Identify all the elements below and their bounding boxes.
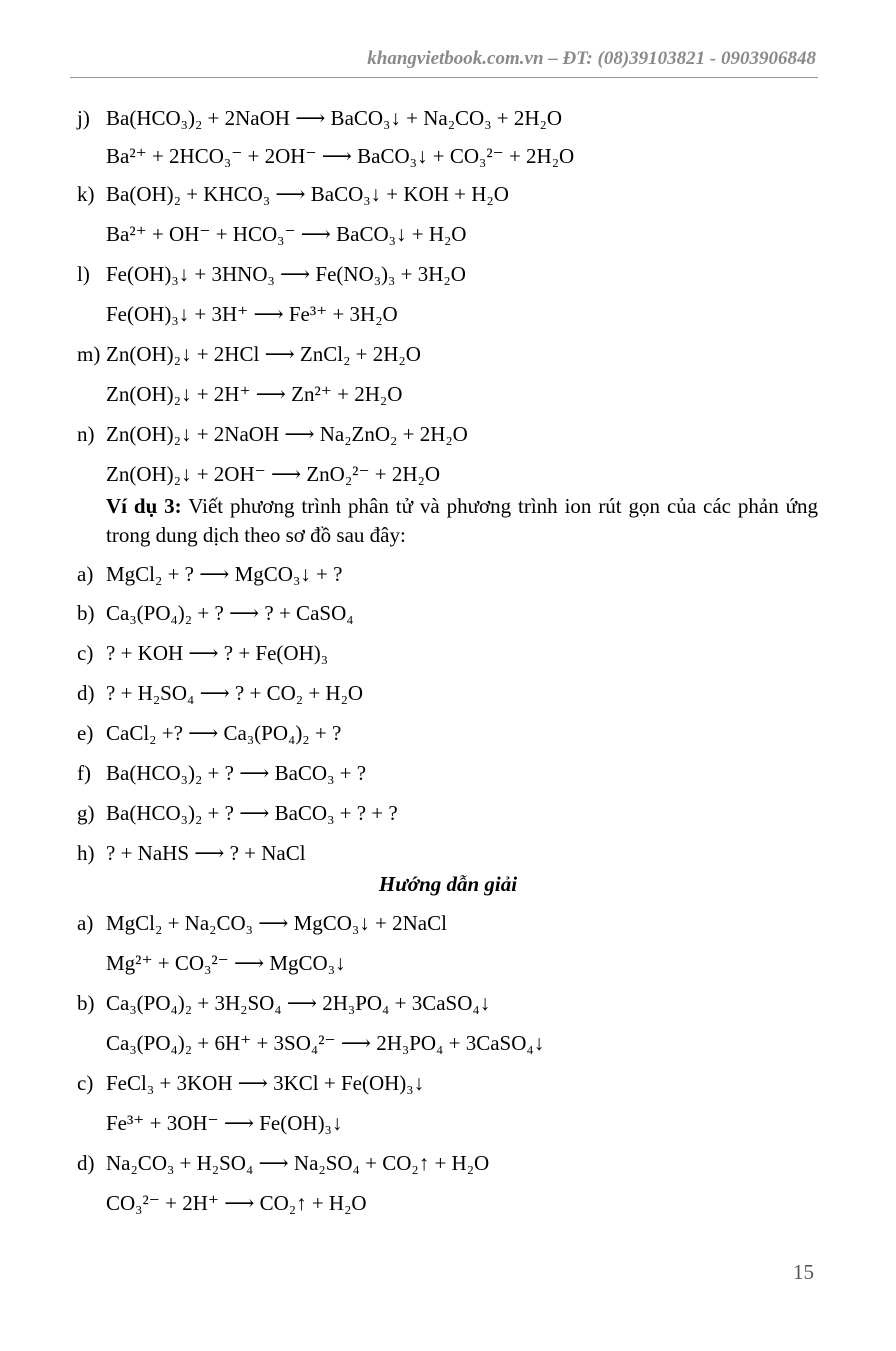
scheme-equation: MgCl₂ + ? ⟶ MgCO₃↓ + ? <box>106 562 343 586</box>
item-label: g) <box>77 801 95 825</box>
page-number: 15 <box>793 1260 814 1284</box>
molecular-equation: Ba(OH)₂ + KHCO₃ ⟶ BaCO₃↓ + KOH + H₂O <box>106 182 509 206</box>
ionic-equation: Mg²⁺ + CO₃²⁻ ⟶ MgCO₃↓ <box>106 951 346 975</box>
ionic-equation: Ca₃(PO₄)₂ + 6H⁺ + 3SO₄²⁻ ⟶ 2H₃PO₄ + 3CaSO₄↓ <box>106 1031 545 1055</box>
ionic-equation: Fe³⁺ + 3OH⁻ ⟶ Fe(OH)₃↓ <box>106 1111 343 1135</box>
molecular-equation: FeCl₃ + 3KOH ⟶ 3KCl + Fe(OH)₃↓ <box>106 1071 425 1095</box>
scheme-equation: Ca₃(PO₄)₂ + ? ⟶ ? + CaSO₄ <box>106 601 354 625</box>
item-label: m) <box>77 342 101 366</box>
example-text: Viết phương trình phân tử và phương trình ion rút gọn của các phản ứng trong dung dịch theo sơ đồ sau đây: <box>106 494 819 547</box>
ionic-equation: CO₃²⁻ + 2H⁺ ⟶ CO₂↑ + H₂O <box>106 1191 367 1215</box>
scheme-equation: Ba(HCO₃)₂ + ? ⟶ BaCO₃ + ? + ? <box>106 801 398 825</box>
item-label: b) <box>77 991 95 1015</box>
item-label: a) <box>77 562 94 586</box>
item-label: k) <box>77 182 95 206</box>
scheme-equation: ? + NaHS ⟶ ? + NaCl <box>106 841 306 865</box>
page-header: khangvietbook.com.vn – ĐT: (08)39103821 - 0903906848 <box>367 48 816 69</box>
molecular-equation: Zn(OH)₂↓ + 2NaOH ⟶ Na₂ZnO₂ + 2H₂O <box>106 422 468 446</box>
ionic-equation: Zn(OH)₂↓ + 2H⁺ ⟶ Zn²⁺ + 2H₂O <box>106 382 403 406</box>
item-label: n) <box>77 422 95 446</box>
item-label: e) <box>77 721 94 745</box>
scheme-equation: CaCl₂ +? ⟶ Ca₃(PO₄)₂ + ? <box>106 721 342 745</box>
scheme-equation: ? + H₂SO₄ ⟶ ? + CO₂ + H₂O <box>106 681 364 705</box>
item-label: d) <box>77 681 95 705</box>
item-label: d) <box>77 1151 95 1175</box>
ionic-equation: Ba²⁺ + OH⁻ + HCO₃⁻ ⟶ BaCO₃↓ + H₂O <box>106 222 467 246</box>
molecular-equation: Zn(OH)₂↓ + 2HCl ⟶ ZnCl₂ + 2H₂O <box>106 342 421 366</box>
item-label: a) <box>77 911 94 935</box>
item-label: c) <box>77 1071 94 1095</box>
item-label: h) <box>77 841 95 865</box>
molecular-equation: Ba(HCO₃)₂ + 2NaOH ⟶ BaCO₃↓ + Na₂CO₃ + 2H₂O <box>106 106 563 130</box>
item-label: j) <box>77 106 90 130</box>
item-label: f) <box>77 761 91 785</box>
header-divider <box>70 77 818 78</box>
molecular-equation: Na₂CO₃ + H₂SO₄ ⟶ Na₂SO₄ + CO₂↑ + H₂O <box>106 1151 490 1175</box>
item-label: b) <box>77 601 95 625</box>
molecular-equation: MgCl₂ + Na₂CO₃ ⟶ MgCO₃↓ + 2NaCl <box>106 911 447 935</box>
ionic-equation: Zn(OH)₂↓ + 2OH⁻ ⟶ ZnO₂²⁻ + 2H₂O <box>106 462 441 486</box>
ionic-equation: Ba²⁺ + 2HCO₃⁻ + 2OH⁻ ⟶ BaCO₃↓ + CO₃²⁻ + 2H₂O <box>106 144 575 168</box>
example-title: Ví dụ 3: <box>106 494 182 518</box>
molecular-equation: Fe(OH)₃↓ + 3HNO₃ ⟶ Fe(NO₃)₃ + 3H₂O <box>106 262 466 286</box>
example-paragraph <box>106 492 818 550</box>
item-label: l) <box>77 262 90 286</box>
scheme-equation: ? + KOH ⟶ ? + Fe(OH)₃ <box>106 641 329 665</box>
molecular-equation: Ca₃(PO₄)₂ + 3H₂SO₄ ⟶ 2H₃PO₄ + 3CaSO₄↓ <box>106 991 491 1015</box>
solution-heading: Hướng dẫn giải <box>378 872 518 896</box>
scheme-equation: Ba(HCO₃)₂ + ? ⟶ BaCO₃ + ? <box>106 761 367 785</box>
ionic-equation: Fe(OH)₃↓ + 3H⁺ ⟶ Fe³⁺ + 3H₂O <box>106 302 398 326</box>
item-label: c) <box>77 641 94 665</box>
